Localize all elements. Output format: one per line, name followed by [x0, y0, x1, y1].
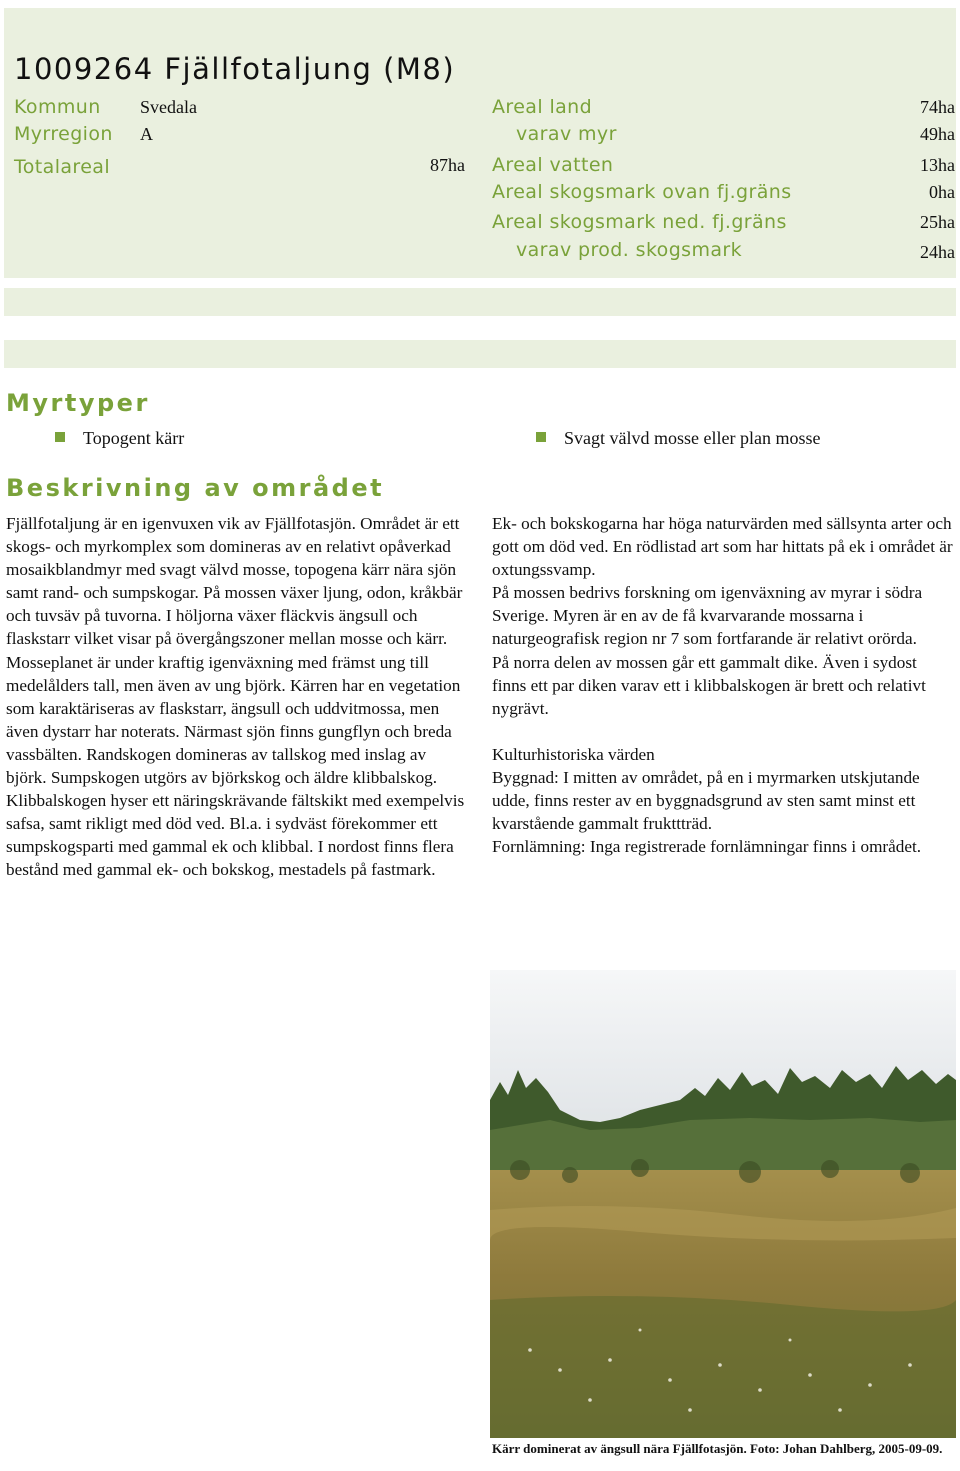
landscape-photo — [490, 970, 956, 1438]
description-paragraph: Ek- och bokskogarna har höga naturvärden med sällsynta arter och gott om död ved. En rödlistad art som har hittats på ek i området är oxtungssvamp. — [492, 514, 953, 580]
myrtyp-item — [536, 428, 820, 449]
description-right-column — [492, 512, 954, 858]
skog-ned-label: Areal skogsmark ned. fj.gräns — [492, 211, 787, 233]
totalareal-value: 87ha — [430, 155, 465, 175]
description-paragraph: Fjällfotaljung är en igenvuxen vik av Fjällfotasjön. Området är ett skogs- och myrkomplex som domineras av en relativt opåverkad mosaikblandmyr med svagt välvd mosse, topogena kärr nära sjön samt rand- och sumpskogar. På mossen växer ljung, odon, kråkbär och tuvsäv på tuvorna. I höljorna växer fläckvis ängsull och flaskstarr vilket visar på övergångszoner mellan mosse och kärr. Mosseplanet är under kraftig igenväxning med främst ung till medelålders tall, men även av ung björk. Kärren har en vegetation som karaktäriseras av flaskstarr, ängsull och uddvitmossa, men även dystarr har noterats. Närmast sjön finns gungflyn och breda vassbälten. Randskogen domineras av tallskog med inslag av björk. Sumpskogen utgörs av björkskog och äldre klibbalskog. Klibbalskogen hyser ett näringskrävande fältskikt med exempelvis safsa, samt rikligt med död ved. Bl.a. i sydväst förekommer ett sumpskogsparti med gammal ek och klibbal. I nordost finns flera bestånd med gammal ek- och bokskog, mestadels på fastmark. — [6, 514, 465, 880]
areal-land-label: Areal land — [492, 96, 593, 118]
areal-vatten-value: 13ha — [920, 155, 955, 175]
myrregion-label: Myrregion — [14, 123, 113, 145]
prod-skog-value: 24ha — [920, 242, 955, 262]
description-left-column — [6, 512, 468, 882]
square-bullet-icon — [536, 432, 546, 442]
myrtyp-item — [55, 428, 184, 449]
description-paragraph: På norra delen av mossen går ett gammalt dike. Även i sydost finns ett par diken varav ett i klibbalskogen är brett och relativt nygrävt. — [492, 652, 926, 718]
myrregion-value: A — [140, 124, 153, 144]
varav-myr-label: varav myr — [516, 123, 617, 145]
totalareal-label: Totalareal — [14, 156, 111, 178]
areal-land-value: 74ha — [920, 97, 955, 117]
myrtyp-label: Svagt välvd mosse eller plan mosse — [564, 428, 821, 448]
photo-caption: Kärr dominerat av ängsull nära Fjällfotasjön. Foto: Johan Dahlberg, 2005-09-09. — [492, 1441, 943, 1456]
description-paragraph: På mossen bedrivs forskning om igenväxning av myrar i södra Sverige. Myren är en av de få kvarvarande mossarna i naturgeografisk region nr 7 som fortfarande är relativt orörda. — [492, 583, 923, 649]
kultur-heading: Kulturhistoriska värden — [492, 744, 655, 764]
kultur-paragraph: Fornlämning: Inga registrerade fornlämningar finns i området. — [492, 837, 922, 857]
skog-ovan-label: Areal skogsmark ovan fj.gräns — [492, 181, 792, 203]
square-bullet-icon — [55, 432, 65, 442]
skog-ovan-value: 0ha — [929, 182, 955, 202]
myrtyper-heading: Myrtyper — [6, 389, 150, 417]
beskrivning-heading: Beskrivning av området — [6, 474, 385, 502]
kommun-label: Kommun — [14, 96, 101, 118]
prod-skog-label: varav prod. skogsmark — [516, 239, 743, 261]
kultur-paragraph: Byggnad: I mitten av området, på en i myrmarken utskjutande udde, finns rester av en byggnadsgrund av sten samt minst ett kvarstående gammalt frukttträd. — [492, 767, 920, 834]
varav-myr-value: 49ha — [920, 124, 955, 144]
divider-band-2 — [4, 340, 956, 368]
areal-vatten-label: Areal vatten — [492, 154, 614, 176]
page-title: 1009264 Fjällfotaljung (M8) — [14, 52, 456, 87]
skog-ned-value: 25ha — [920, 212, 955, 232]
kommun-value: Svedala — [140, 97, 197, 117]
myrtyp-label: Topogent kärr — [83, 428, 185, 448]
divider-band-1 — [4, 288, 956, 316]
